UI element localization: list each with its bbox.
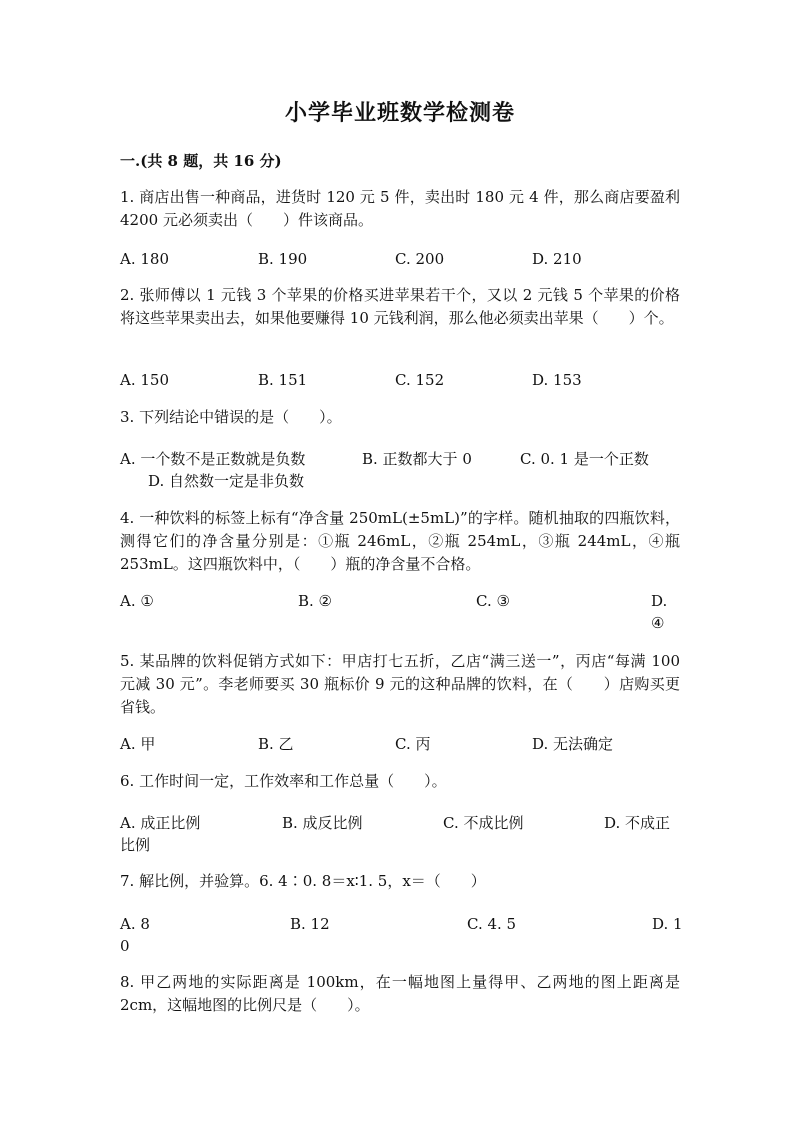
question-5-option-c: C. 丙 [395, 735, 431, 753]
question-1-option-c: C. 200 [395, 250, 445, 268]
question-7-option-b: B. 12 [290, 915, 330, 933]
question-4-option-a: A. ① [120, 592, 154, 610]
question-6-option-b: B. 成反比例 [282, 814, 363, 832]
question-4-option-d-wrapper [120, 590, 668, 634]
question-6-option-d-line1: D. 不成正 [604, 814, 671, 832]
question-7-option-a: A. 8 [120, 915, 150, 933]
question-3-stem: 3. 下列结论中错误的是（ ）。 [120, 408, 342, 426]
question-3-option-b: B. 正数都大于 0 [362, 450, 472, 468]
question-4-option-d: D. ④ [651, 592, 668, 632]
question-4-option-b: B. ② [298, 592, 333, 610]
question-3-option-d: D. 自然数一定是非负数 [148, 472, 305, 490]
section-heading: 一.(共 8 题，共 16 分) [120, 152, 282, 170]
question-3-option-c: C. 0. 1 是一个正数 [520, 450, 649, 468]
question-2-option-c: C. 152 [395, 371, 445, 389]
question-6-option-a: A. 成正比例 [120, 814, 201, 832]
question-4-option-c: C. ③ [476, 592, 510, 610]
question-2-option-d: D. 153 [532, 371, 582, 389]
question-2-stem: 2. 张师傅以 1 元钱 3 个苹果的价格买进苹果若干个，又以 2 元钱 5 个苹果的价格将这些苹果卖出去，如果他要赚得 10 元钱利润，那么他必须卖出苹果（ ）个。 [120, 286, 680, 327]
question-6-option-c: C. 不成比例 [443, 814, 524, 832]
question-6-option-d-line2: 比例 [120, 836, 151, 854]
question-1-option-b: B. 190 [258, 250, 308, 268]
question-6-stem: 6. 工作时间一定，工作效率和工作总量（ ）。 [120, 772, 447, 790]
question-2-option-b: B. 151 [258, 371, 308, 389]
question-5-option-b: B. 乙 [258, 735, 294, 753]
question-7-option-c: C. 4. 5 [467, 915, 517, 933]
question-5-stem: 5. 某品牌的饮料促销方式如下：甲店打七五折，乙店“满三送一”，丙店“每满 100 元减 30 元”。李老师要买 30 瓶标价 9 元的这种品牌的饮料，在（ ）店购买更省钱。 [120, 652, 680, 716]
question-1-option-d: D. 210 [532, 250, 582, 268]
question-1-stem: 1. 商店出售一种商品，进货时 120 元 5 件，卖出时 180 元 4 件，那么商店要盈利 4200 元必须卖出（ ）件该商品。 [120, 188, 680, 229]
question-3-options [0, 448, 800, 494]
question-6-option-d-wrapper [120, 812, 678, 858]
question-2-option-a: A. 150 [120, 371, 169, 389]
question-7-option-d-line2: 0 [120, 937, 130, 955]
question-1-option-a: A. 180 [120, 250, 169, 268]
question-4-options [0, 590, 800, 636]
question-3-option-a: A. 一个数不是正数就是负数 [120, 450, 306, 468]
question-5-option-a: A. 甲 [120, 735, 156, 753]
question-7-option-d-line1: D. 1 [652, 915, 683, 933]
question-6-options [0, 812, 800, 858]
question-4-stem: 4. 一种饮料的标签上标有“净含量 250mL(±5mL)”的字样。随机抽取的四瓶饮料，测得它们的净含量分别是：①瓶 246mL，②瓶 254mL，③瓶 244mL，④瓶 253mL。这四瓶饮料中，（ ）瓶的净含量不合格。 [120, 509, 680, 573]
question-8-stem: 8. 甲乙两地的实际距离是 100km，在一幅地图上量得甲、乙两地的图上距离是 2cm，这幅地图的比例尺是（ ）。 [120, 973, 680, 1014]
question-7-stem: 7. 解比例，并验算。6. 4∶0. 8＝x∶1. 5，x＝（ ） [120, 872, 486, 890]
question-5-option-d: D. 无法确定 [532, 735, 614, 753]
question-7-options [0, 913, 800, 959]
page-title: 小学毕业班数学检测卷 [284, 100, 515, 126]
